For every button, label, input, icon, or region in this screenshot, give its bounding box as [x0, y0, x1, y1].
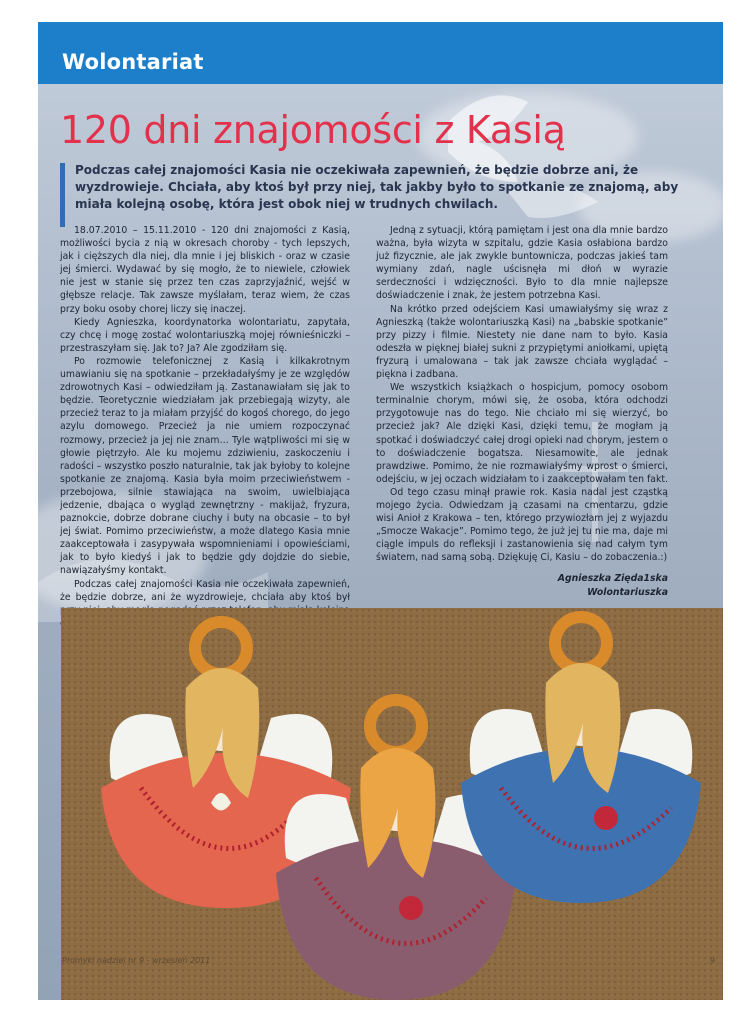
paragraph: Po rozmowie telefonicznej z Kasią i kilkakrotnym umawianiu się na spotkanie – przekładałyśmy je ze względów zdrowotnych Kasi – odwiedziłam ją. Zastanawiałam się jak to będzie. Teoretycznie wiedziałam jak przebiegają wizyty, ale przecież teraz to ja miałam przyjść do kogoś chorego, do jego azylu domowego. Przecież ja nie umiem rozpoczynać rozmowy, przecież ja jej nie znam… Tyle wątpliwości mi się w głowie piętrzyło. Ale ku mojemu zdziwieniu, zaskoczeniu i radości – wszystko poszło naturalnie, tak jak byłoby to kolejne spotkanie ze znajomą. Kasia była moim przeciwieństwem - przebojowa, silnie stawiająca na swoim, uwielbiająca jedzenie, dbająca o wygląd zewnętrzny - makijaż, fryzura, paznokcie, dobrze dobrane ciuchy i buty na obcasie – to był jej świat. Pomimo przeciwieństw, a może dlatego Kasia mnie zaakceptowała i zasypywała wspomnieniami i opowieściami, jak to było kiedyś i jak to będzie gdy dojdzie do siebie, nawiązałyśmy kontakt.: [60, 355, 350, 577]
paragraph: We wszystkich książkach o hospicjum, pomocy osobom terminalnie chorym, mówi się, że osoba, która odchodzi przygotowuje nas do tego. Nie chciało mi się wierzyć, bo przecież jak? Ale dzięki Kasi, dzięki temu, że mogłam ją spotkać i doświadczyć całej drogi opieki nad chorym, jestem o to doświadczenie bogatsza. Niesamowite, ale jednak prawdziwe. Pomimo, że nie rozmawiałyśmy wprost o śmierci, odejściu, w jej oczach widziałam to i zaakceptowałam ten fakt.: [376, 382, 668, 485]
angel-figurines-illustration: [61, 608, 723, 1000]
paragraph: Jedną z sytuacji, którą pamiętam i jest ona dla mnie bardzo ważna, była wizyta w szpitalu, gdzie Kasia osłabiona bardzo już fizycznie, ale jak zwykle buntownicza, podczas jakieś tam wymiany zdań, nagle uścisnęła mi dłoń w wyrazie serdeczności i wdzięczności. Było to dla mnie najlepsze doświadczenie i znak, że jestem potrzebna Kasi.: [376, 225, 668, 302]
article-headline: 120 dni znajomości z Kasią: [60, 108, 566, 152]
publication-footer: Promyki nadziei nr 9 - wrzesień 2011: [62, 956, 211, 965]
page-number: 9: [709, 956, 715, 965]
lead-accent-bar: [60, 163, 65, 227]
article-column-right: [376, 224, 668, 599]
article-lead: Podczas całej znajomości Kasia nie oczekiwała zapewnień, że będzie dobrze ani, że wyzdrowieje. Chciała, aby ktoś był przy niej, tak jakby było to spotkanie ze znajomą, aby miała kolejną osobę, która jest obok niej w trudnych chwilach.: [75, 163, 679, 211]
paragraph: Podczas całej znajomości Kasia nie oczekiwała zapewnień, że będzie dobrze, ani że wyzdrowieje, chciała aby ktoś był: [60, 578, 350, 603]
paragraph: Na krótko przed odejściem Kasi umawiałyśmy się wraz z Agnieszką (także wolontariuszką Kasi) na „babskie spotkanie” przy pizzy i filmie. Niestety nie dane nam to było. Kasia odeszła w pięknej białej sukni z przypiętymi aniołkami, upiętą fryzurą i umalowana – tak jak zawsze chciała wyglądać – piękna i zadbana.: [376, 303, 668, 381]
paragraph: Kiedy Agnieszka, koordynatorka wolontariatu, zapytała, czy chcę i mogę zostać wolontariuszką mojej równieśniczki – przestraszyłam się. Jak to? Ja? Ale zgodziłam się.: [60, 316, 350, 354]
author-role: Wolontariuszka: [587, 586, 668, 598]
magazine-page: [38, 22, 723, 1000]
author-name: Agnieszka Zięda1ska: [557, 573, 668, 585]
angels-photo: [61, 608, 723, 1000]
paragraph: 18.07.2010 – 15.11.2010 - 120 dni znajomości z Kasią, możliwości bycia z nią w okresach choroby - tych lepszych, jak i cięższych dla niej, dla mnie i jej bliskich - oraz w czasie jej śmierci. Wydawać by się mogło, że to niewiele, człowiek nie jest w stanie się przez ten czas zaprzyjaźnić, wejść w głębsze relacje. Tak zawsze myślałam, teraz wiem, że czas przy boku osoby chorej liczy się inaczej.: [60, 225, 350, 315]
paragraph: Od tego czasu minął prawie rok. Kasia nadal jest cząstką mojego życia. Odwiedzam ją czasami na cmentarzu, gdzie wisi Anioł z Krakowa – ten, którego przywiozłam jej z wyjazdu „Smocze Wakacje”. Pomimo tego, że już jej tu nie ma, daje mi ciągle impuls do refleksji i zastanowienia się nad całym tym światem, nad samą sobą. Dziękuję Ci, Kasiu – do zobaczenia.:): [376, 486, 668, 564]
article-column-left: [60, 224, 350, 630]
section-title: Wolontariat: [62, 50, 204, 74]
section-header-bar: [38, 22, 723, 84]
